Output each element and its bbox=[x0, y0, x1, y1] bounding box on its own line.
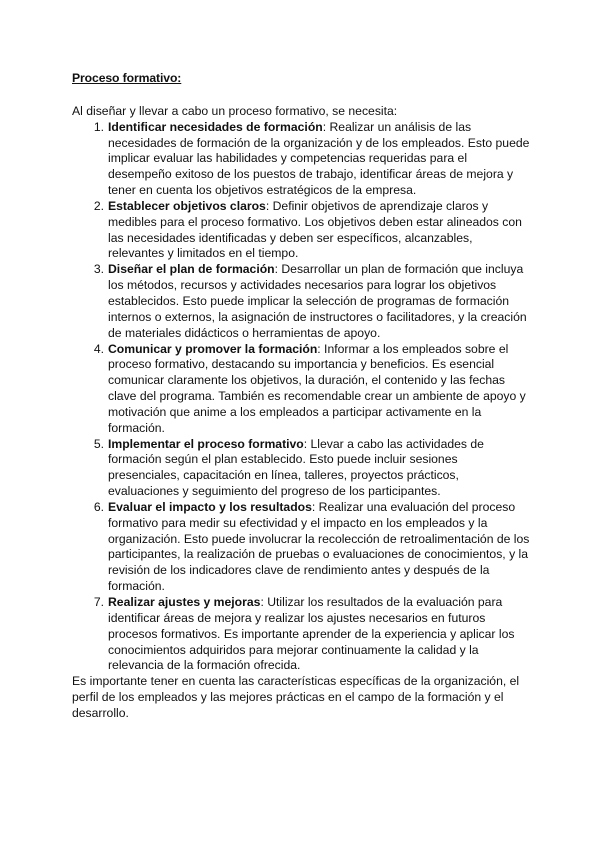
document-page bbox=[72, 71, 532, 722]
list-item-number: 6. bbox=[93, 499, 104, 514]
list-item-text: : Definir objetivos de aprendizaje claros y medibles para el proceso formativo. Los objetivos deben estar alineados con las necesidades identificadas y deben ser específicos, alcanzables, relevantes y limitados en el tiempo. bbox=[108, 198, 522, 261]
list-item-number: 7. bbox=[93, 595, 104, 609]
list-item-heading: Comunicar y promover la formación bbox=[108, 341, 318, 356]
list-item-number: 3. bbox=[93, 262, 104, 277]
list-item-number: 1. bbox=[93, 119, 104, 134]
list-item bbox=[93, 341, 532, 437]
list-item-heading: Realizar ajustes y mejoras bbox=[108, 595, 261, 609]
list-item-text: : Desarrollar un plan de formación que incluya los métodos, recursos y actividades necesarios para lograr los objetivos establecidos. Esto puede implicar la selección de programas de formación internos o externos, la asignación de instructores o facilitadores, y la creación de materiales didácticos o herramientas de apoyo. bbox=[108, 262, 527, 340]
list-item-heading: Establecer objetivos claros bbox=[108, 198, 266, 213]
list-item bbox=[93, 198, 532, 262]
list-item bbox=[93, 595, 532, 674]
list-item-text: : Informar a los empleados sobre el proceso formativo, destacando su importancia y beneficios. Es esencial comunicar claramente los objetivos, la duración, el contenido y las fechas clave del programa. También es recomendable crear un ambiente de apoyo y motivación que anime a los empleados a participar activamente en la formación. bbox=[108, 341, 526, 435]
list-item-heading: Diseñar el plan de formación bbox=[108, 262, 275, 277]
steps-list bbox=[72, 120, 532, 675]
list-item bbox=[93, 436, 532, 500]
list-item-heading: Implementar el proceso formativo bbox=[108, 436, 304, 451]
list-item-number: 2. bbox=[93, 198, 104, 213]
list-item bbox=[93, 499, 532, 595]
list-item bbox=[93, 119, 532, 199]
intro-paragraph: Al diseñar y llevar a cabo un proceso formativo, se necesita: bbox=[72, 103, 398, 118]
list-item-text: : Utilizar los resultados de la evaluación para identificar áreas de mejora y realizar los ajustes necesarios en futuros procesos formativos. Es importante aprender de la experiencia y aplicar los conocimientos adquiridos para mejorar continuamente la calidad y la relevancia de la formación ofrecida. bbox=[108, 595, 515, 673]
list-item-text: : Realizar una evaluación del proceso formativo para medir su efectividad y el impacto en los empleados y la organización. Esto puede involucrar la recolección de retroalimentación de los participantes, la realización de pruebas o evaluaciones de conocimientos, y la revisión de los indicadores clave de rendimiento antes y después de la formación. bbox=[108, 499, 530, 594]
list-item-number: 5. bbox=[93, 436, 104, 451]
list-item-text: : Realizar un análisis de las necesidades de formación de la organización y de los empleados. Esto puede implicar evaluar las habilidades y competencias requeridas para el desempeño exitoso de los puestos de trabajo, identificar áreas de mejora y tener en cuenta los objetivos estratégicos de la empresa. bbox=[108, 119, 530, 198]
closing-paragraph: Es importante tener en cuenta las características específicas de la organización, el perfil de los empleados y las mejores prácticas en el campo de la formación y el desarrollo. bbox=[72, 674, 520, 720]
list-item bbox=[93, 262, 532, 341]
page-title: Proceso formativo: bbox=[72, 71, 182, 85]
list-item-heading: Evaluar el impacto y los resultados bbox=[108, 499, 312, 514]
list-item-number: 4. bbox=[93, 341, 104, 356]
list-item-heading: Identificar necesidades de formación bbox=[108, 119, 323, 134]
list-item-text: : Llevar a cabo las actividades de formación según el plan establecido. Esto puede incluir sesiones presenciales, capacitación en línea, talleres, proyectos prácticos, evaluaciones y seguimiento del progreso de los participantes. bbox=[108, 436, 484, 499]
